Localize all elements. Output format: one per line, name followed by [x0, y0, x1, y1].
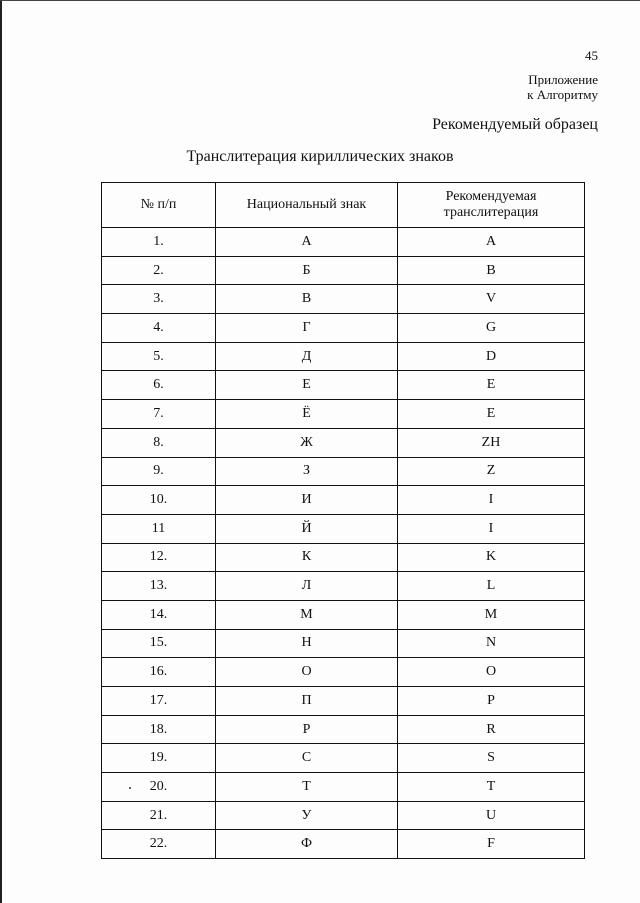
table-row [102, 457, 585, 486]
table-row [102, 285, 585, 314]
appendix-line-2: к Алгоритму [527, 87, 598, 102]
table-row [102, 830, 585, 859]
scan-edge-left [0, 0, 2, 903]
national-sign-cell: Б [216, 256, 398, 285]
transliteration-cell: G [398, 314, 585, 343]
national-sign-cell: Д [216, 342, 398, 371]
row-number-cell: 4. [102, 314, 216, 343]
transliteration-cell: P [398, 687, 585, 716]
transliteration-cell: S [398, 744, 585, 773]
transliteration-cell: T [398, 773, 585, 802]
row-number-cell: 16. [102, 658, 216, 687]
transliteration-cell: M [398, 600, 585, 629]
row-number-cell: 8. [102, 428, 216, 457]
national-sign-cell: Ж [216, 428, 398, 457]
national-sign-cell: У [216, 801, 398, 830]
row-number-cell: 11 [102, 514, 216, 543]
table-row [102, 744, 585, 773]
page-number: 45 [585, 48, 598, 63]
national-sign-cell: Т [216, 773, 398, 802]
national-sign-cell: А [216, 228, 398, 257]
row-number-cell: 14. [102, 600, 216, 629]
national-sign-cell: И [216, 486, 398, 515]
document-title: Транслитерация кириллических знаков [186, 148, 454, 165]
transliteration-cell: D [398, 342, 585, 371]
row-number-cell: 5. [102, 342, 216, 371]
row-number-cell: 2. [102, 256, 216, 285]
table-row [102, 314, 585, 343]
transliteration-cell: U [398, 801, 585, 830]
transliteration-cell: Z [398, 457, 585, 486]
national-sign-cell: Й [216, 514, 398, 543]
transliteration-cell: R [398, 715, 585, 744]
appendix-label [527, 72, 598, 102]
row-number-cell: 12. [102, 543, 216, 572]
row-number-cell: 9. [102, 457, 216, 486]
national-sign-cell: З [216, 457, 398, 486]
table-row [102, 228, 585, 257]
transliteration-cell: E [398, 371, 585, 400]
column-header-national-sign: Национальный знак [216, 183, 398, 228]
national-sign-cell: М [216, 600, 398, 629]
table-row [102, 572, 585, 601]
table-row [102, 486, 585, 515]
transliteration-cell: K [398, 543, 585, 572]
sample-label: Рекомендуемый образец [432, 116, 598, 133]
table-row [102, 428, 585, 457]
column-header-transliteration-text: Рекомендуемая транслитерация [443, 189, 539, 220]
column-header-number: № п/п [102, 183, 216, 228]
table-header-row [102, 183, 585, 228]
row-number-cell: 3. [102, 285, 216, 314]
national-sign-cell: Е [216, 371, 398, 400]
table-row [102, 801, 585, 830]
appendix-line-1: Приложение [528, 72, 598, 87]
table-row [102, 629, 585, 658]
transliteration-cell: F [398, 830, 585, 859]
row-number-cell: 21. [102, 801, 216, 830]
column-header-transliteration [398, 183, 585, 228]
row-number-cell: 13. [102, 572, 216, 601]
table-row [102, 658, 585, 687]
table-row [102, 687, 585, 716]
national-sign-cell: О [216, 658, 398, 687]
row-number-cell: 10. [102, 486, 216, 515]
row-number-cell: 6. [102, 371, 216, 400]
row-number-cell: 7. [102, 400, 216, 429]
scan-speck [129, 787, 131, 789]
national-sign-cell: Л [216, 572, 398, 601]
table-row [102, 371, 585, 400]
national-sign-cell: Ё [216, 400, 398, 429]
row-number-cell: 1. [102, 228, 216, 257]
transliteration-cell: A [398, 228, 585, 257]
national-sign-cell: Ф [216, 830, 398, 859]
row-number-cell: 18. [102, 715, 216, 744]
national-sign-cell: В [216, 285, 398, 314]
table-row [102, 543, 585, 572]
transliteration-cell: I [398, 486, 585, 515]
national-sign-cell: Н [216, 629, 398, 658]
transliteration-cell: ZH [398, 428, 585, 457]
transliteration-cell: I [398, 514, 585, 543]
transliteration-cell: B [398, 256, 585, 285]
transliteration-table [101, 182, 585, 859]
national-sign-cell: Г [216, 314, 398, 343]
transliteration-cell: E [398, 400, 585, 429]
row-number-cell: 15. [102, 629, 216, 658]
table-row [102, 773, 585, 802]
transliteration-cell: O [398, 658, 585, 687]
row-number-cell: 19. [102, 744, 216, 773]
table-row [102, 400, 585, 429]
row-number-cell: 17. [102, 687, 216, 716]
table-row [102, 514, 585, 543]
table-body [102, 228, 585, 859]
national-sign-cell: С [216, 744, 398, 773]
table-row [102, 342, 585, 371]
table-row [102, 600, 585, 629]
transliteration-cell: V [398, 285, 585, 314]
scan-edge-top [0, 0, 640, 1]
national-sign-cell: П [216, 687, 398, 716]
transliteration-cell: L [398, 572, 585, 601]
national-sign-cell: К [216, 543, 398, 572]
table-row [102, 256, 585, 285]
row-number-cell: 22. [102, 830, 216, 859]
row-number-cell: 20. [102, 773, 216, 802]
table-row [102, 715, 585, 744]
transliteration-cell: N [398, 629, 585, 658]
national-sign-cell: Р [216, 715, 398, 744]
